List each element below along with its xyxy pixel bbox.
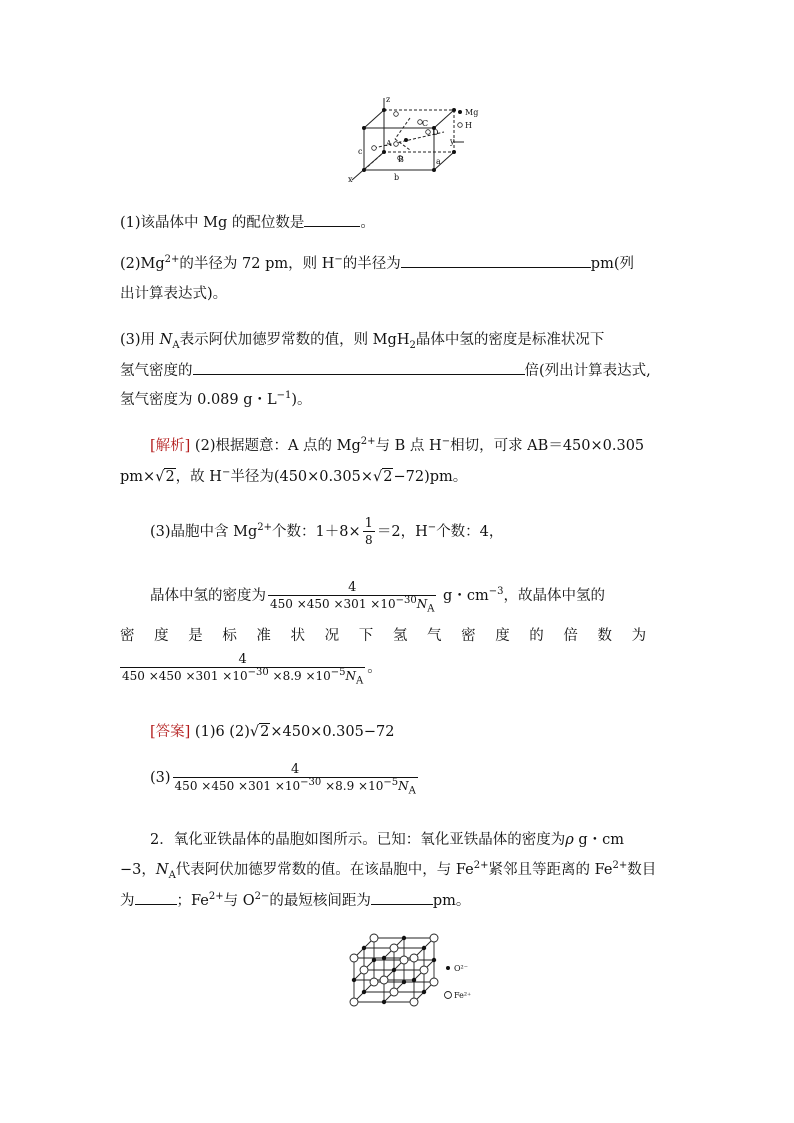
svg-text:H: H	[465, 121, 472, 130]
feo-unit-cell-figure	[346, 930, 486, 1022]
analysis-line-4: 晶体中氢的密度为 $\frac{4}{450 \times 450 \times 301 \times 10^{-30}N_A}$ g・$cm^{-3}$，故晶体中氢的	[150, 580, 605, 615]
fraction: $\frac{4}{450 \times 450 \times 301 \times 10^{-30} \times 8.9 \times 10^{-5}N_A}$	[174, 762, 416, 797]
question-next-line-2: −3，$N_A$代表阿伏加德罗常数的值。在该晶胞中，与 $Fe^{2+}$紧邻且等距离的 $Fe^{2+}$数目	[120, 860, 657, 881]
analysis-tag: [解析]	[150, 438, 191, 454]
analysis-line-2: pm×√2，故 H−半径为(450×0.305×√2−72)pm。	[120, 467, 468, 485]
analysis-line-3: (3)晶胞中含 $Mg^{2+}$个数：1＋8× $\frac{1}{8}$ ＝2，H−个数：4，	[150, 516, 504, 547]
answer-line-1: [答案] (1)6 (2)√2×450×0.305−72	[150, 724, 395, 740]
question-2: $(2)Mg^{2+}$的半径为 72 pm，则 H−的半径为 pm(列	[120, 254, 634, 272]
question-3-cont: 氢气密度的 倍(列出计算表达式,	[120, 360, 651, 381]
answer-blank	[371, 890, 433, 905]
fraction: $\frac{1}{8}$	[364, 516, 373, 547]
question-3-cont2: 氢气密度为 0.089 g・$L^{-1}$)。	[120, 390, 312, 408]
answer-line-2: (3) $\frac{4}{450 \times 450 \times 301 \times 10^{-30} \times 8.9 \times 10^{-5}N_A}$	[150, 762, 416, 797]
svg-text:b: b	[394, 173, 400, 182]
svg-text:D: D	[432, 128, 439, 137]
analysis-line-5: 密 度 是 标 准 状 况 下 氢 气 密 度 的 倍 数 为	[120, 628, 647, 644]
question-next-line-3: 为 ；$Fe^{2+}$与 $O^{2-}$的最短核间距为 pm。	[120, 891, 471, 909]
svg-text:O²⁻: O²⁻	[454, 964, 468, 973]
fraction: $\frac{4}{450 \times 450 \times 301 \times 10^{-30} \times 8.9 \times 10^{-5}N_A}$	[122, 652, 364, 687]
analysis-line-6: $\frac{4}{450 \times 450 \times 301 \times 10^{-30} \times 8.9 \times 10^{-5}N_A}$ 。	[122, 652, 382, 687]
svg-text:C: C	[422, 119, 429, 128]
fraction: $\frac{4}{450 \times 450 \times 301 \times 10^{-30}N_A}$	[270, 580, 435, 615]
question-2-cont: 出计算表达式)。	[120, 286, 228, 302]
svg-text:Fe²⁺: Fe²⁺	[454, 991, 472, 1000]
mgh2-unit-cell-figure	[340, 92, 490, 184]
svg-text:z: z	[386, 95, 391, 104]
svg-text:x: x	[348, 175, 353, 184]
question-3: (3)用 $N_A$表示阿伏加德罗常数的值，则 MgH$_2$晶体中氢的密度是标准状况下	[120, 332, 605, 351]
answer-blank	[193, 360, 525, 375]
question-1: (1)该晶体中 Mg 的配位数是 。	[120, 212, 375, 233]
svg-text:y: y	[450, 137, 455, 146]
answer-blank	[304, 212, 360, 227]
question-next-line-1: 2．氧化亚铁晶体的晶胞如图所示。已知：氧化亚铁晶体的密度为ρ g・cm	[150, 832, 625, 848]
analysis-line-1: [解析] (2)根据题意：A 点的 $Mg^{2+}$与 B 点 H−相切，可求 AB＝450×0.305	[150, 436, 645, 454]
svg-text:a: a	[436, 157, 441, 166]
answer-blank	[401, 253, 591, 268]
answer-tag: [答案]	[150, 724, 191, 740]
svg-text:Mg: Mg	[465, 108, 479, 117]
svg-text:A: A	[386, 139, 392, 148]
svg-text:c: c	[358, 147, 363, 156]
svg-text:B: B	[398, 155, 404, 164]
answer-blank	[135, 890, 177, 905]
